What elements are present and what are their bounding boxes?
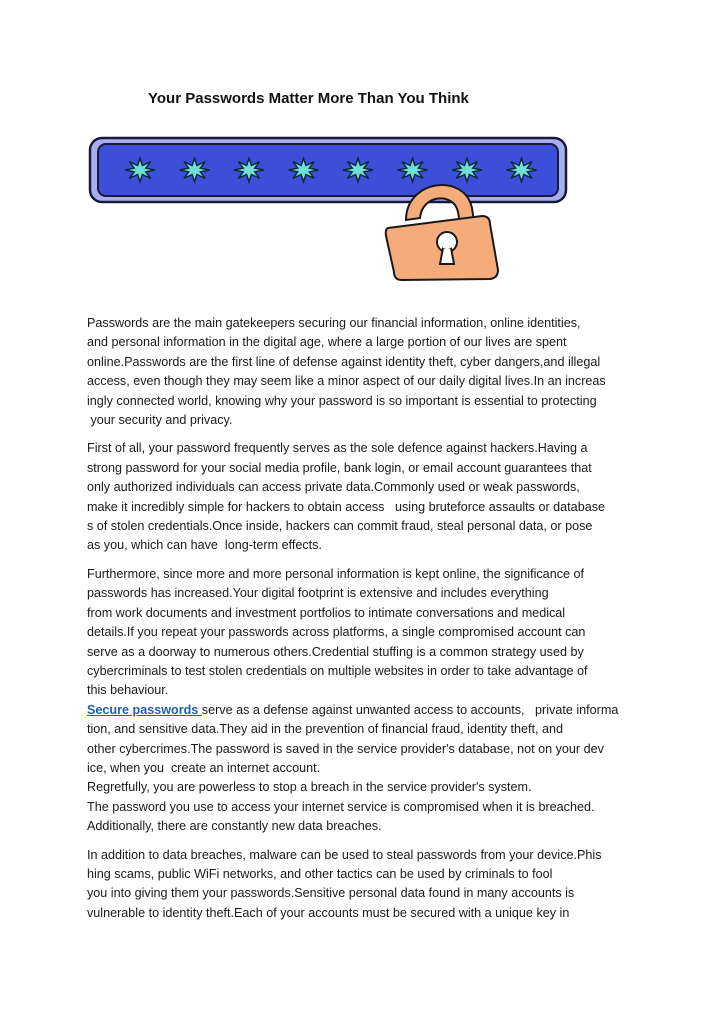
- asterisk-icon: [289, 158, 319, 181]
- text-line: this behaviour.: [87, 683, 169, 698]
- paragraph-1: [87, 314, 647, 430]
- text-line: ice, when you create an internet account.: [87, 760, 321, 775]
- text-line: serve as a doorway to numerous others.Credential stuffing is a common strategy used by: [87, 644, 584, 659]
- text-line: and personal information in the digital age, where a large portion of our lives are spent: [87, 335, 567, 350]
- asterisk-icon: [452, 158, 482, 181]
- text-line: access, even though they may seem like a minor aspect of our daily digital lives.In an increas: [87, 374, 606, 389]
- asterisk-icon: [507, 158, 537, 181]
- asterisk-icon: [125, 158, 155, 181]
- text-line: your security and privacy.: [87, 413, 233, 428]
- text-line: Passwords are the main gatekeepers securing our financial information, online identities,: [87, 316, 581, 330]
- text-line: Furthermore, since more and more personal information is kept online, the significance of: [87, 566, 584, 581]
- text-line: only authorized individuals can access private data.Commonly used or weak passwords,: [87, 480, 580, 495]
- text-fragment: serve as a defense against unwanted access to accounts, private informa: [201, 702, 619, 717]
- paragraph-2: [87, 439, 647, 555]
- text-line: ingly connected world, knowing why your password is so important is essential to protecting: [87, 393, 597, 408]
- keyhole-icon: [437, 232, 457, 264]
- page-title: Your Passwords Matter More Than You Think: [148, 90, 469, 107]
- text-line: other cybercrimes.The password is saved in the service provider's database, not on your dev: [87, 741, 604, 756]
- text-line: The password you use to access your internet service is compromised when it is breached.: [87, 799, 595, 814]
- text-line: Regretfully, you are powerless to stop a breach in the service provider's system.: [87, 780, 532, 795]
- password-field: [98, 144, 558, 196]
- text-line: details.If you repeat your passwords across platforms, a single compromised account can: [87, 625, 586, 640]
- text-line: make it incredibly simple for hackers to obtain access using bruteforce assaults or database: [87, 499, 605, 514]
- asterisk-icon: [180, 158, 210, 181]
- text-line: hing scams, public WiFi networks, and other tactics can be used by criminals to fool: [87, 866, 553, 881]
- paragraph-4: [87, 701, 647, 837]
- text-line: cybercriminals to test stolen credentials on multiple websites in order to take advantage of: [87, 663, 588, 678]
- text-line: Additionally, there are constantly new data breaches.: [87, 819, 382, 834]
- text-line: as you, which can have long-term effects.: [87, 538, 322, 553]
- text-line: from work documents and investment portfolios to intimate conversations and medical: [87, 605, 566, 620]
- text-line: you into giving them your passwords.Sensitive personal data found in many accounts is: [87, 886, 575, 901]
- asterisk-icon: [234, 158, 264, 181]
- paragraph-3: [87, 565, 647, 701]
- text-line: passwords has increased.Your digital footprint is extensive and includes everything: [87, 586, 549, 601]
- paragraph-5: [87, 846, 647, 924]
- text-line: vulnerable to identity theft.Each of your accounts must be secured with a unique key in: [87, 905, 570, 920]
- asterisk-icon: [343, 158, 373, 181]
- text-line: In addition to data breaches, malware can be used to steal passwords from your device.Phis: [87, 847, 602, 862]
- text-line: [87, 701, 647, 720]
- text-line: First of all, your password frequently serves as the sole defence against hackers.Having a: [87, 441, 588, 456]
- secure-passwords-link[interactable]: Secure passwords: [87, 702, 202, 717]
- text-line: s of stolen credentials.Once inside, hackers can commit fraud, steal personal data, or pose: [87, 519, 593, 534]
- text-line: tion, and sensitive data.They aid in the prevention of financial fraud, identity theft, and: [87, 722, 564, 737]
- text-line: online.Passwords are the first line of defense against identity theft, cyber dangers,and illegal: [87, 354, 601, 369]
- article-body: [87, 314, 647, 932]
- password-padlock-illustration: [88, 132, 574, 282]
- text-line: strong password for your social media profile, bank login, or email account guarantees that: [87, 460, 592, 475]
- asterisk-icon: [398, 158, 428, 181]
